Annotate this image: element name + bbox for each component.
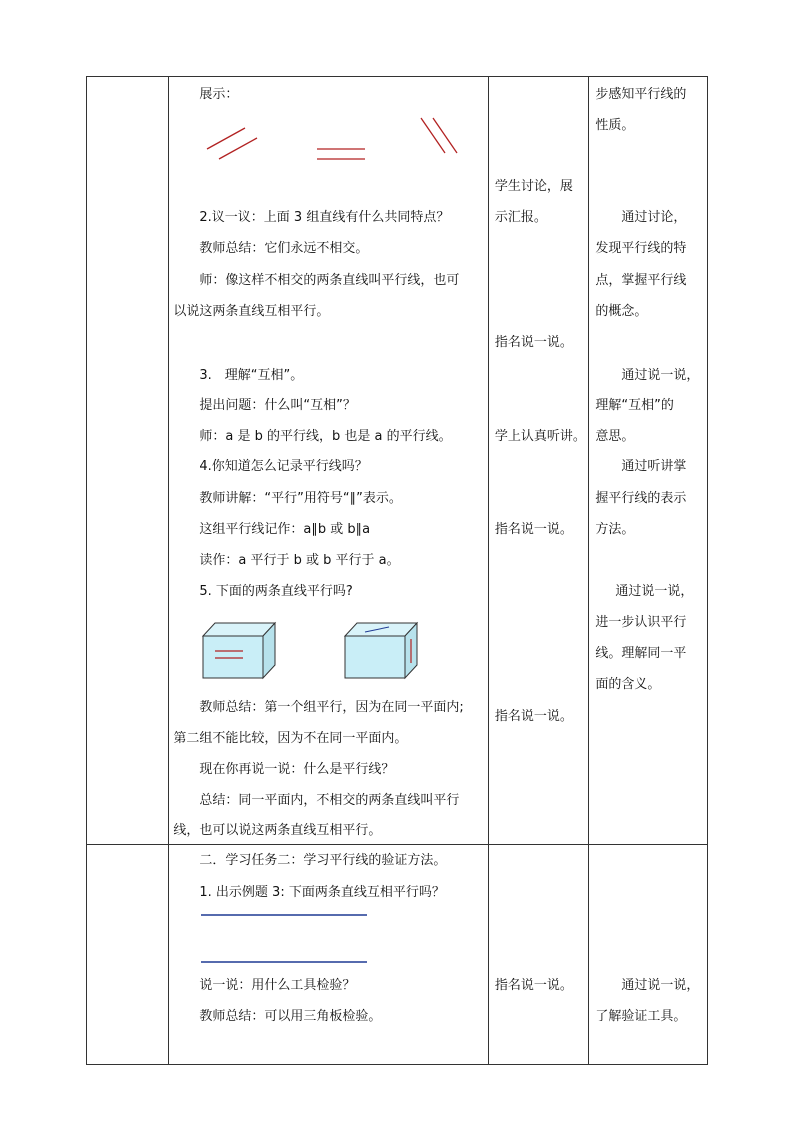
design-intent-cell <box>589 845 708 1065</box>
student-text: 示汇报。 <box>494 210 547 225</box>
parallel-lines-figure <box>169 77 487 177</box>
stage-cell <box>87 845 169 1065</box>
lesson-plan-table <box>86 76 708 1065</box>
intent-text: 点，掌握平行线 <box>595 273 687 288</box>
read-as: 读作：a 平行于 b 或 b 平行于 a。 <box>199 553 400 568</box>
design-intent-cell <box>589 77 708 845</box>
summary2-a: 教师总结：第一个组平行，因为在同一平面内; <box>199 700 464 715</box>
student-text: 学上认真听讲。 <box>494 429 586 444</box>
red-line-pair3-b <box>433 118 457 153</box>
parallel-question: 5. 下面的两条直线平行吗? <box>199 584 353 599</box>
student-text: 指名说一说。 <box>494 335 573 350</box>
final-summary-a: 总结：同一平面内，不相交的两条直线叫平行 <box>199 793 460 808</box>
intent-text: 通过说一说， <box>621 368 700 383</box>
cube-left <box>203 623 275 678</box>
intent-text: 了解验证工具。 <box>595 1009 687 1024</box>
ask-question: 提出问题：什么叫“互相”？ <box>199 398 356 413</box>
notation: 这组平行线记作：a∥b 或 b∥a <box>199 522 371 537</box>
red-line-pair1-b <box>219 138 257 159</box>
record-question: 4.你知道怎么记录平行线吗？ <box>199 459 368 474</box>
intent-text: 理解“互相”的 <box>595 398 674 413</box>
show-label: 展示： <box>199 87 239 102</box>
red-line-pair1-a <box>207 128 245 149</box>
intent-text: 通过说一说， <box>615 584 694 599</box>
example3-question: 1. 出示例题 3: 下面两条直线互相平行吗？ <box>199 885 445 900</box>
intent-text: 性质。 <box>595 118 635 133</box>
stage-cell <box>87 77 169 845</box>
understand-mutual: 3. 理解“互相”。 <box>199 368 304 383</box>
content-cell <box>169 77 489 845</box>
intent-text: 意思。 <box>595 429 635 444</box>
teacher-summary: 教师总结：它们永远不相交。 <box>199 241 369 256</box>
intent-text: 面的含义。 <box>595 677 661 692</box>
teacher-explain: 教师讲解：“平行”用符号“∥”表示。 <box>199 491 402 506</box>
task2-heading: 二．学习任务二：学习平行线的验证方法。 <box>199 853 447 868</box>
student-text: 指名说一说。 <box>494 978 573 993</box>
tool-question: 说一说：用什么工具检验？ <box>199 978 356 993</box>
teacher-line-b: 以说这两条直线互相平行。 <box>173 304 330 319</box>
final-summary-b: 线，也可以说这两条直线互相平行。 <box>173 823 382 838</box>
summary2-b: 第二组不能比较，因为不在同一平面内。 <box>173 731 408 746</box>
cube-right <box>345 623 417 678</box>
intent-text: 进一步认识平行 <box>595 615 687 630</box>
say-again: 现在你再说一说：什么是平行线？ <box>199 762 395 777</box>
discuss-question: 2.议一议：上面 3 组直线有什么共同特点？ <box>199 210 450 225</box>
red-line-pair3-a <box>421 118 445 153</box>
student-activity-cell <box>488 77 588 845</box>
parallel-lines-example <box>169 845 487 975</box>
intent-text: 通过讨论， <box>621 210 687 225</box>
intent-text: 方法。 <box>595 522 635 537</box>
intent-text: 通过说一说， <box>621 978 700 993</box>
intent-text: 发现平行线的特 <box>595 241 687 256</box>
content-cell <box>169 845 489 1065</box>
intent-text: 握平行线的表示 <box>595 491 687 506</box>
student-text: 学生讨论，展 <box>494 179 573 194</box>
teacher-summary-tool: 教师总结：可以用三角板检验。 <box>199 1009 382 1024</box>
table-row <box>87 77 708 845</box>
table-row <box>87 845 708 1065</box>
intent-text: 线。理解同一平 <box>595 646 687 661</box>
teacher-ab: 师：a 是 b 的平行线，b 也是 a 的平行线。 <box>199 429 452 444</box>
teacher-line-a: 师：像这样不相交的两条直线叫平行线，也可 <box>199 273 460 288</box>
student-activity-cell <box>488 845 588 1065</box>
cube-figures <box>169 617 487 687</box>
student-text: 指名说一说。 <box>494 522 573 537</box>
intent-text: 通过听讲掌 <box>621 459 687 474</box>
student-text: 指名说一说。 <box>494 709 573 724</box>
intent-text: 的概念。 <box>595 304 648 319</box>
intent-text: 步感知平行线的 <box>595 87 687 102</box>
